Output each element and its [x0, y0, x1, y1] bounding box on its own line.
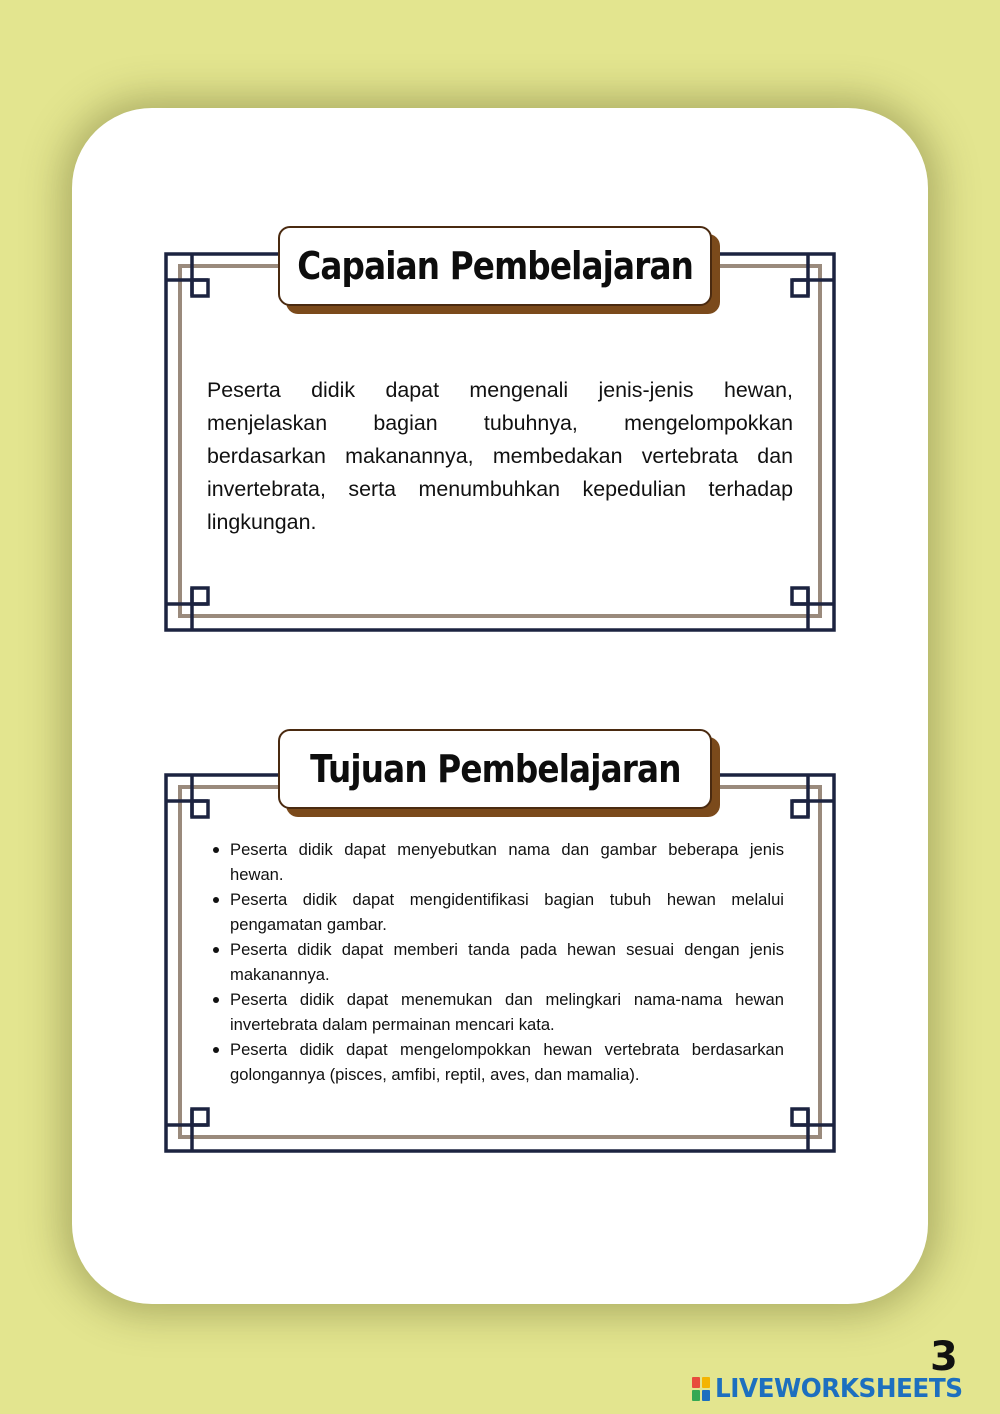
liveworksheets-logo[interactable] [692, 1374, 976, 1404]
tujuan-title-box [278, 729, 712, 809]
liveworksheets-icon [692, 1377, 710, 1401]
page-number: 3 [930, 1334, 958, 1380]
tujuan-title: Tujuan Pembelajaran [309, 747, 681, 791]
list-item: Peserta didik dapat menemukan dan melingkari nama-nama hewan invertebrata dalam permainan mencari kata. [210, 987, 784, 1037]
brand-name: LIVEWORKSHEETS [715, 1374, 963, 1404]
capaian-text: Peserta didik dapat mengenali jenis-jenis hewan, menjelaskan bagian tubuhnya, mengelompokkan berdasarkan makanannya, membedakan vertebrata dan invertebrata, serta menumbuhkan kepedulian terhadap lingkungan. [207, 378, 793, 534]
list-item: Peserta didik dapat mengelompokkan hewan vertebrata berdasarkan golongannya (pisces, amfibi, reptil, aves, dan mamalia). [210, 1037, 784, 1087]
list-item: Peserta didik dapat memberi tanda pada hewan sesuai dengan jenis makanannya. [210, 937, 784, 987]
tujuan-list [210, 837, 784, 1087]
list-item: Peserta didik dapat menyebutkan nama dan gambar beberapa jenis hewan. [210, 837, 784, 887]
title-face [278, 226, 712, 306]
capaian-title: Capaian Pembelajaran [297, 244, 693, 288]
title-face [278, 729, 712, 809]
capaian-title-box [278, 226, 712, 306]
list-item: Peserta didik dapat mengidentifikasi bagian tubuh hewan melalui pengamatan gambar. [210, 887, 784, 937]
